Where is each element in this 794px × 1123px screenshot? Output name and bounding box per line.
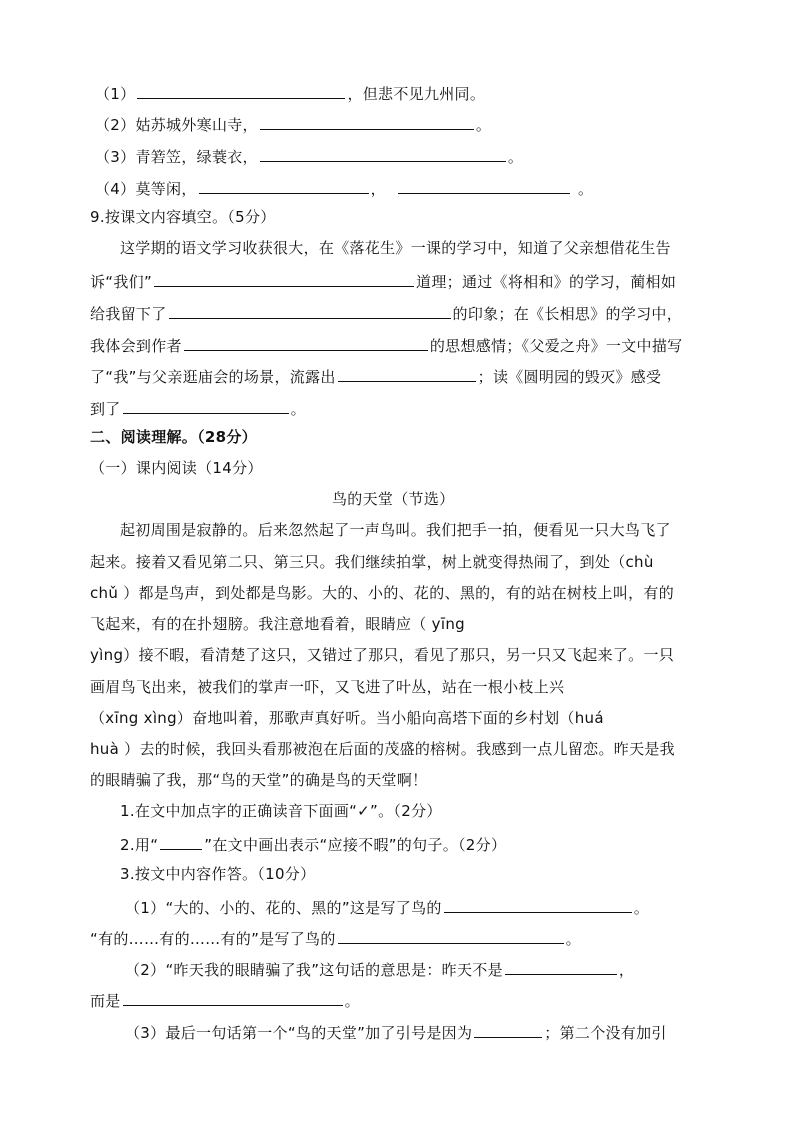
q9-p6b: 。 bbox=[290, 400, 306, 418]
answer-blank[interactable] bbox=[123, 397, 289, 414]
q8-l1-after: ，但悲不见九州同。 bbox=[347, 85, 486, 103]
question-3-2b bbox=[90, 989, 360, 1011]
q9-heading: 9.按课文内容填空。（5分） bbox=[90, 208, 276, 226]
answer-blank[interactable] bbox=[338, 365, 476, 382]
answer-blank[interactable] bbox=[137, 82, 345, 99]
section-heading: 二、阅读理解。（28分） bbox=[90, 428, 257, 446]
q9-para-1: 这学期的语文学习收获很大，在《落花生》一课的学习中，知道了父亲想借花生告 bbox=[120, 239, 671, 257]
q8-l1-num: （1） bbox=[95, 85, 136, 103]
q3-2b-text: 而是 bbox=[90, 992, 121, 1010]
underline-sample bbox=[160, 833, 202, 850]
passage-line-6: 画眉鸟飞出来，被我们的掌声一吓，又飞进了叶丛，站在一根小枝上兴 bbox=[90, 678, 565, 696]
q3-2-end: ， bbox=[618, 961, 635, 979]
answer-blank[interactable] bbox=[199, 177, 369, 194]
passage-title: 鸟的天堂（节选） bbox=[332, 490, 455, 508]
q8-l3-end: 。 bbox=[507, 148, 524, 166]
question-1: 1.在文中加点字的正确读音下面画“✓”。（2分） bbox=[120, 802, 442, 820]
q3-3-after: ；第二个没有加引 bbox=[544, 1024, 667, 1042]
q9-para-6 bbox=[90, 397, 306, 419]
q9-para-2 bbox=[90, 270, 676, 292]
answer-blank[interactable] bbox=[505, 958, 617, 975]
question-3-2 bbox=[125, 958, 634, 980]
q2-after: ”在文中画出表示“应接不暇”的句子。（2分） bbox=[204, 836, 507, 854]
q3-1b-text: “有的……有的……有的”是写了鸟的 bbox=[90, 930, 336, 948]
question-3: 3.按文中内容作答。（10分） bbox=[120, 865, 316, 883]
passage-line-4: 飞起来，有的在扑翅膀。我注意地看着，眼睛应（ yīng bbox=[90, 615, 465, 633]
q9-p3b: 的印象；在《长相思》的学习中， bbox=[452, 305, 683, 323]
q9-para-4 bbox=[90, 334, 682, 356]
question-3-1 bbox=[125, 896, 649, 918]
q8-l2-text: （2）姑苏城外寒山寺， bbox=[95, 116, 258, 134]
answer-blank[interactable] bbox=[338, 927, 564, 944]
q9-p4a: 我体会到作者 bbox=[90, 337, 182, 355]
passage-line-2: 起来。接着又看见第二只、第三只。我们继续拍掌，树上就变得热闹了，到处（chù bbox=[90, 553, 654, 571]
answer-blank[interactable] bbox=[169, 302, 451, 319]
answer-blank[interactable] bbox=[398, 177, 570, 194]
answer-blank[interactable] bbox=[154, 270, 414, 287]
answer-blank[interactable] bbox=[260, 145, 506, 162]
q8-l4-mid: ， bbox=[370, 180, 386, 198]
q3-2-text: （2）“昨天我的眼睛骗了我”这句话的意思是：昨天不是 bbox=[125, 961, 503, 979]
passage-line-1: 起初周围是寂静的。后来忽然起了一声鸟叫。我们把手一拍，便看见一只大鸟飞了 bbox=[120, 521, 671, 539]
passage-line-9: 的眼睛骗了我，那“鸟的天堂”的确是鸟的天堂啊！ bbox=[90, 771, 428, 789]
answer-blank[interactable] bbox=[444, 896, 632, 913]
q9-p4b: 的思想感情；《父爱之舟》一文中描写 bbox=[429, 337, 683, 355]
question-3-3 bbox=[125, 1021, 667, 1043]
q3-1-end: 。 bbox=[633, 899, 649, 917]
q8-line-4 bbox=[95, 177, 593, 199]
q8-l4-text: （4）莫等闲， bbox=[95, 180, 197, 198]
passage-line-5: yìng）接不暇，看清楚了这只，又错过了那只，看见了那只，另一只又飞起来了。一只 bbox=[90, 646, 675, 664]
q3-3-text: （3）最后一句话第一个“鸟的天堂”加了引号是因为 bbox=[125, 1024, 473, 1042]
answer-blank[interactable] bbox=[184, 334, 428, 351]
q8-line-2 bbox=[95, 113, 491, 135]
q8-line-1 bbox=[95, 82, 485, 104]
subsection-heading: （一）课内阅读（14分） bbox=[90, 459, 263, 477]
question-2 bbox=[120, 833, 506, 855]
q3-1b-end: 。 bbox=[565, 930, 581, 948]
answer-blank[interactable] bbox=[260, 113, 474, 130]
answer-blank[interactable] bbox=[474, 1021, 542, 1038]
question-3-1b bbox=[90, 927, 581, 949]
q9-p5b: ；读《圆明园的毁灭》感受 bbox=[477, 368, 662, 386]
q9-para-3 bbox=[90, 302, 682, 324]
answer-blank[interactable] bbox=[123, 989, 343, 1006]
q9-p2a: 诉“我们” bbox=[90, 273, 153, 291]
q8-l3-text: （3）青箬笠，绿蓑衣， bbox=[95, 148, 258, 166]
q3-2b-end: 。 bbox=[344, 992, 360, 1010]
q8-l2-end: 。 bbox=[475, 116, 492, 134]
passage-line-7: （xīng xìng）奋地叫着，那歌声真好听。当小船向高塔下面的乡村划（huá bbox=[90, 709, 604, 727]
q9-para-5 bbox=[90, 365, 661, 387]
q9-p3a: 给我留下了 bbox=[90, 305, 167, 323]
passage-line-8: huà ）去的时候，我回头看那被泡在后面的茂盛的榕树。我感到一点儿留恋。昨天是我 bbox=[90, 740, 675, 758]
q2-before: 2.用“ bbox=[120, 836, 159, 854]
q9-p2b: 道理；通过《将相和》的学习，蔺相如 bbox=[416, 273, 677, 291]
q8-l4-end: 。 bbox=[577, 180, 594, 198]
q8-line-3 bbox=[95, 145, 523, 167]
q3-1-text: （1）“大的、小的、花的、黑的”这是写了鸟的 bbox=[125, 899, 442, 917]
q9-p6a: 到了 bbox=[90, 400, 121, 418]
q9-p5a: 了“我”与父亲逛庙会的场景，流露出 bbox=[90, 368, 336, 386]
passage-line-3: chǔ ）都是鸟声，到处都是鸟影。大的、小的、花的、黑的，有的站在树枝上叫，有的 bbox=[90, 584, 675, 602]
